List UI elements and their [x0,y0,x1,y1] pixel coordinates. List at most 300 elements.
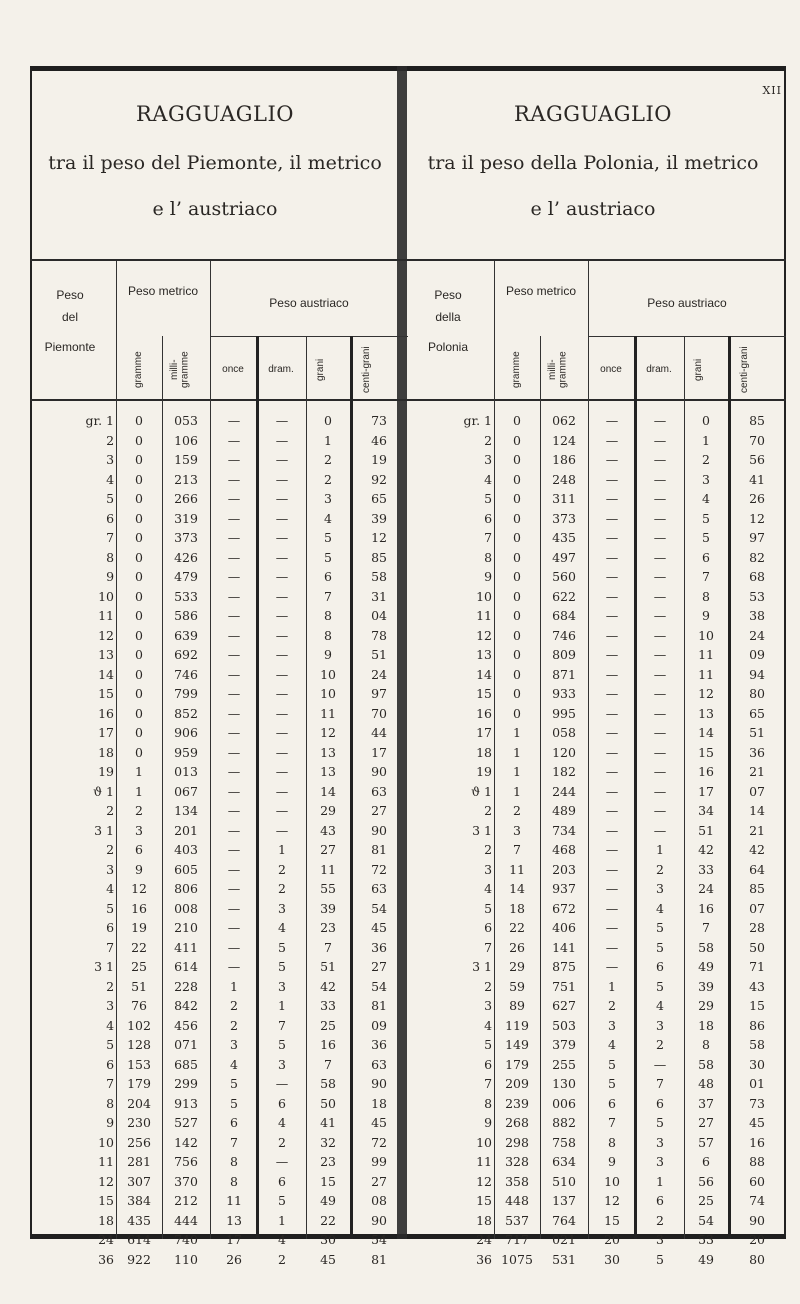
dram-cell: — [275,491,289,507]
once-cell: 5 [230,1076,238,1092]
table-row [30,957,408,977]
milligramme-cell: 159 [174,452,198,468]
table-row [408,431,786,451]
row-unit-mark: 11 [476,608,493,624]
col-unit-label-a: Peso [56,288,84,302]
once-cell: — [605,900,619,916]
row-unit-mark: ϑ 1 [93,783,115,799]
row-unit-mark: 6 [106,920,115,936]
col-unit-label-a: Peso [434,288,462,302]
gramme-cell: 22 [131,939,147,955]
centigrani-cell: 85 [371,549,387,565]
dram-cell: — [275,471,289,487]
milligramme-cell: 758 [552,1134,576,1150]
dram-cell: — [653,452,667,468]
grani-cell: 15 [698,744,714,760]
row-unit-mark: 17 [98,725,115,741]
dram-cell: 3 [656,1232,664,1248]
centigrani-cell: 44 [371,725,387,741]
gramme-cell: 6 [135,842,143,858]
dram-cell: 5 [656,1251,664,1267]
table-piemonte [30,66,408,1267]
gramme-cell: 328 [505,1154,529,1170]
milligramme-cell: 672 [552,900,576,916]
centigrani-cell: 27 [371,803,387,819]
centigrani-cell: 19 [371,452,387,468]
col-unit-label-b: della [435,310,461,324]
centigrani-cell: 36 [371,1037,387,1053]
milligramme-cell: 692 [174,647,198,663]
once-cell: 5 [608,1056,616,1072]
row-unit-mark: ϑ 1 [471,783,493,799]
centigrani-cell: 70 [371,705,387,721]
once-cell: — [605,666,619,682]
centigrani-cell: 78 [371,627,387,643]
gramme-cell: 298 [505,1134,529,1150]
row-unit-mark: 13 [98,647,115,663]
table-row [30,782,408,802]
gramme-cell: 76 [131,998,147,1014]
row-unit-mark: 3 [484,452,493,468]
dram-cell: 5 [278,959,286,975]
milligramme-cell: 586 [174,608,198,624]
row-unit-mark: 14 [476,666,493,682]
row-unit-mark: 4 [484,881,493,897]
milligramme-cell: 210 [174,920,198,936]
row-unit-mark: 24 [98,1232,115,1248]
gramme-cell: 16 [131,900,147,916]
grani-cell: 27 [320,842,336,858]
centigrani-cell: 86 [749,1017,765,1033]
row-unit-mark: 3 [106,861,115,877]
once-cell: 3 [608,1017,616,1033]
once-cell: — [605,452,619,468]
table-row [30,821,408,841]
table-row [408,1016,786,1036]
dram-cell: — [653,822,667,838]
table-row [408,704,786,724]
dram-cell: 7 [278,1017,286,1033]
row-unit-mark: 18 [476,1212,493,1228]
once-cell: — [605,842,619,858]
milligramme-cell: 531 [552,1251,576,1267]
dram-cell: 5 [278,939,286,955]
col-metric-header: Peso metrico [127,284,199,298]
gramme-cell: 1 [135,764,143,780]
table-row [30,528,408,548]
gramme-cell: 26 [509,939,525,955]
table-row [30,918,408,938]
grani-cell: 3 [324,491,332,507]
row-unit-mark: 11 [476,1154,493,1170]
milligramme-cell: 120 [552,744,576,760]
dram-cell: 2 [278,861,286,877]
row-unit-mark: 4 [106,1017,115,1033]
table-row [408,801,786,821]
milligramme-cell: 134 [174,803,198,819]
gramme-cell: 12 [131,881,147,897]
gramme-cell: 0 [135,744,143,760]
gramme-cell: 0 [513,608,521,624]
gramme-cell: 0 [135,705,143,721]
milligramme-cell: 248 [552,471,576,487]
once-cell: — [227,725,241,741]
once-cell: — [605,588,619,604]
grani-cell: 0 [702,413,710,429]
table-row [408,1152,786,1172]
table-title: RAGGUAGLIO [514,102,672,126]
dram-cell: — [653,510,667,526]
gramme-cell: 14 [509,881,525,897]
gramme-cell: 307 [127,1173,151,1189]
row-unit-mark: 2 [106,978,115,994]
gramme-cell: 1 [513,783,521,799]
table-row [30,489,408,509]
once-cell: — [227,530,241,546]
milligramme-cell: 373 [174,530,198,546]
col-unit-label-b: del [61,310,78,324]
row-unit-mark: 2 [106,803,115,819]
centigrani-cell: 97 [371,686,387,702]
dram-cell: 2 [278,881,286,897]
once-cell: — [605,939,619,955]
row-unit-mark: 24 [476,1232,493,1248]
centigrani-cell: 58 [371,569,387,585]
row-unit-mark: 17 [476,725,493,741]
milligramme-cell: 299 [174,1076,198,1092]
centigrani-cell: 38 [749,608,765,624]
once-cell: 5 [608,1076,616,1092]
dram-cell: — [653,725,667,741]
row-unit-mark: 5 [106,900,115,916]
dram-cell: — [653,764,667,780]
row-unit-mark: 2 [484,842,493,858]
table-row [408,1133,786,1153]
col-unit-label-c: Piemonte [44,340,96,354]
row-unit-mark: 6 [484,1056,493,1072]
row-unit-mark: 19 [476,764,493,780]
row-unit-mark: 19 [98,764,115,780]
milligramme-cell: 130 [552,1076,576,1092]
dram-cell: — [653,744,667,760]
once-cell: — [227,900,241,916]
milligramme-cell: 746 [174,666,198,682]
grani-cell: 11 [698,666,714,682]
row-unit-mark: 5 [484,1037,493,1053]
grani-cell: 12 [320,725,336,741]
row-unit-mark: 18 [476,744,493,760]
grani-cell: 49 [320,1193,336,1209]
gramme-cell: 0 [513,666,521,682]
table-row [30,977,408,997]
table-row [30,1191,408,1211]
gramme-cell: 0 [135,725,143,741]
dram-cell: — [653,413,667,429]
dram-cell: 1 [656,1173,664,1189]
milligramme-cell: 456 [174,1017,198,1033]
row-unit-mark: 12 [476,627,493,643]
grani-cell: 58 [698,1056,714,1072]
dram-cell: — [275,764,289,780]
table-row [408,860,786,880]
table-row [408,665,786,685]
row-unit-mark: 6 [106,510,115,526]
gramme-cell: 1 [513,764,521,780]
milligramme-cell: 186 [552,452,576,468]
dram-cell: — [653,569,667,585]
dram-cell: — [275,822,289,838]
data-table [408,411,786,1269]
gramme-cell: 89 [509,998,525,1014]
table-subtitle-line2: e l’ austriaco [152,198,278,220]
row-unit-mark: 11 [98,608,115,624]
milligramme-cell: 882 [552,1115,576,1131]
centigrani-cell: 72 [371,1134,387,1150]
dram-cell: 2 [656,1037,664,1053]
once-cell: — [227,491,241,507]
table-row [408,470,786,490]
milligramme-cell: 182 [552,764,576,780]
row-unit-mark: 12 [98,1173,115,1189]
dram-cell: — [653,686,667,702]
once-cell: — [605,510,619,526]
grani-cell: 29 [698,998,714,1014]
table-row [408,1172,786,1192]
grani-cell: 25 [698,1193,714,1209]
dram-cell: 5 [278,1193,286,1209]
centigrani-cell: 45 [749,1115,765,1131]
table-row [30,860,408,880]
gramme-cell: 19 [131,920,147,936]
once-cell: — [227,861,241,877]
once-cell: — [605,432,619,448]
milligramme-cell: 937 [552,881,576,897]
gramme-cell: 0 [135,549,143,565]
once-cell: 15 [604,1212,620,1228]
row-unit-mark: 12 [476,1173,493,1189]
centigrani-cell: 82 [749,549,765,565]
row-unit-mark: 3 1 [94,959,115,975]
gramme-cell: 384 [127,1193,151,1209]
centigrani-cell: 99 [371,1154,387,1170]
row-unit-mark: 13 [476,647,493,663]
once-cell: — [605,725,619,741]
table-row [30,587,408,607]
row-unit-mark: 2 [106,842,115,858]
milligramme-cell: 906 [174,725,198,741]
gramme-cell: 0 [135,647,143,663]
gramme-cell: 179 [505,1056,529,1072]
dram-cell: — [275,588,289,604]
once-cell: 2 [608,998,616,1014]
grani-cell: 17 [698,783,714,799]
grani-cell: 2 [702,452,710,468]
row-unit-mark: 4 [484,1017,493,1033]
centigrani-cell: 85 [749,881,765,897]
gramme-cell: 0 [513,530,521,546]
centigrani-cell: 45 [371,920,387,936]
once-cell: — [605,705,619,721]
table-row [408,821,786,841]
table-row [408,1035,786,1055]
once-cell: — [605,822,619,838]
gramme-cell: 153 [127,1056,151,1072]
once-cell: — [605,569,619,585]
dram-cell: 1 [278,1212,286,1228]
centigrani-cell: 64 [749,861,765,877]
table-row [30,1035,408,1055]
grani-cell: 42 [698,842,714,858]
grani-cell: 58 [320,1076,336,1092]
milligramme-cell: 605 [174,861,198,877]
dram-cell: — [275,666,289,682]
row-unit-mark: 9 [106,1115,115,1131]
grani-cell: 51 [698,822,714,838]
once-cell: 5 [230,1095,238,1111]
milligramme-cell: 319 [174,510,198,526]
row-unit-mark: 16 [476,705,493,721]
dram-cell: — [275,627,289,643]
row-unit-mark: 5 [484,900,493,916]
milligramme-cell: 799 [174,686,198,702]
gramme-cell: 0 [135,569,143,585]
table-body [408,411,786,1269]
gramme-cell: 11 [509,861,525,877]
table-row [30,899,408,919]
once-cell: — [605,920,619,936]
centigrani-cell: 54 [371,900,387,916]
centigrani-cell: 31 [371,588,387,604]
grani-cell: 6 [324,569,332,585]
table-row [30,743,408,763]
milligramme-cell: 142 [174,1134,198,1150]
dram-cell: 3 [656,1017,664,1033]
dram-cell: 2 [656,861,664,877]
once-cell: 3 [230,1037,238,1053]
centigrani-cell: 81 [371,842,387,858]
row-unit-mark: 3 [106,998,115,1014]
table-row [408,977,786,997]
table-polonia [408,66,786,1267]
table-row [30,431,408,451]
row-unit-mark: 10 [98,588,115,604]
grani-cell: 39 [698,978,714,994]
dram-cell: 7 [656,1076,664,1092]
milligramme-cell: 746 [552,627,576,643]
milligramme-cell: 201 [174,822,198,838]
once-cell: 2 [230,998,238,1014]
data-table [30,411,408,1269]
austrian-sub-rule [210,336,408,337]
milligramme-cell: 764 [552,1212,576,1228]
table-row [30,665,408,685]
table-row [408,879,786,899]
row-unit-mark: 15 [98,686,115,702]
gramme-cell: 239 [505,1095,529,1111]
grani-cell: 13 [320,764,336,780]
once-cell: — [605,959,619,975]
table-row [408,509,786,529]
milligramme-cell: 013 [174,764,198,780]
centigrani-cell: 92 [371,471,387,487]
once-cell: 4 [230,1056,238,1072]
once-cell: — [227,608,241,624]
gramme-cell: 922 [127,1251,151,1267]
once-cell: — [227,939,241,955]
grani-cell: 54 [698,1212,714,1228]
once-cell: — [227,920,241,936]
table-row [408,1094,786,1114]
dram-cell: — [275,608,289,624]
centigrani-cell: 73 [371,413,387,429]
dram-cell: 5 [656,1115,664,1131]
row-unit-mark: 6 [106,1056,115,1072]
table-subtitle-line1: tra il peso della Polonia, il metrico [427,152,759,174]
table-row [30,1094,408,1114]
table-row [30,1230,408,1250]
gramme-cell: 256 [127,1134,151,1150]
gramme-cell: 0 [135,432,143,448]
centigrani-cell: 73 [749,1095,765,1111]
row-unit-mark: 14 [98,666,115,682]
table-row [408,1074,786,1094]
dram-cell: — [275,783,289,799]
centigrani-cell: 56 [749,452,765,468]
milligramme-cell: 503 [552,1017,576,1033]
centigrani-cell: 14 [749,803,765,819]
gramme-cell: 59 [509,978,525,994]
dram-cell: 6 [278,1173,286,1189]
centigrani-cell: 09 [749,647,765,663]
row-unit-mark: 12 [98,627,115,643]
milligramme-cell: 734 [552,822,576,838]
table-row [408,548,786,568]
milligramme-cell: 071 [174,1037,198,1053]
sub-centigrani: centi-grani [739,346,750,394]
centigrani-cell: 90 [371,1076,387,1092]
table-row [30,1172,408,1192]
grani-cell: 5 [324,530,332,546]
dram-cell: — [653,530,667,546]
sub-centigrani: centi-grani [361,346,372,394]
dram-cell: — [275,452,289,468]
grani-cell: 9 [324,647,332,663]
row-unit-mark: 15 [98,1193,115,1209]
row-unit-mark: 15 [476,1193,493,1209]
dram-cell: 6 [656,1095,664,1111]
grani-cell: 49 [698,959,714,975]
table-row [408,450,786,470]
milligramme-cell: 622 [552,588,576,604]
table-row [408,489,786,509]
table-row [408,1191,786,1211]
once-cell: 6 [230,1115,238,1131]
dram-cell: — [653,588,667,604]
row-unit-mark: 9 [484,569,493,585]
row-unit-mark: 6 [484,920,493,936]
centigrani-cell: 07 [749,900,765,916]
gramme-cell: 0 [513,686,521,702]
gramme-cell: 3 [135,822,143,838]
col-austrian-header: Peso austriaco [647,296,727,310]
milligramme-cell: 370 [174,1173,198,1189]
table-row [30,762,408,782]
row-unit-mark: 10 [476,1134,493,1150]
grani-cell: 6 [702,549,710,565]
dram-cell: — [275,744,289,760]
once-cell: — [227,803,241,819]
centigrani-cell: 08 [371,1193,387,1209]
